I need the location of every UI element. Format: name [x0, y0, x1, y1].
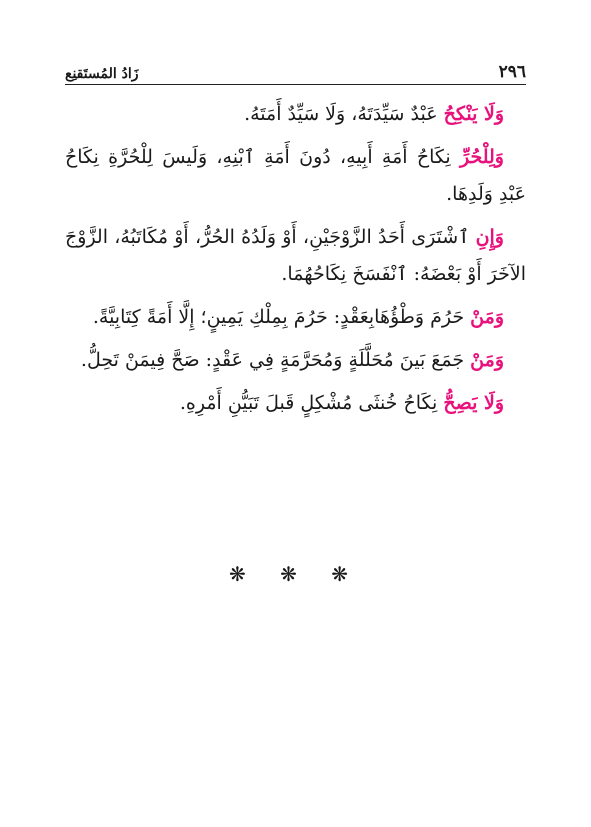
section-separator: ❋ ❋ ❋ [229, 562, 362, 586]
paragraph [65, 385, 526, 422]
paragraph-keyword: وَإِنِ [475, 226, 504, 248]
paragraph-keyword: وَمَنْ [470, 349, 504, 371]
paragraph-keyword: وَمَنْ [470, 306, 504, 328]
paragraph [65, 139, 526, 213]
paragraph-keyword: وَلَا يَصِحُّ [443, 392, 504, 414]
paragraph [65, 219, 526, 293]
paragraph-text: نِكَاحُ أَمَةِ أَبِيهِ، دُونَ أَمَةِ ٱبْنِهِ، وَلَيسَ لِلْحُرَّةِ نِكَاحُ عَبْدِ وَلَدِهَا. [65, 146, 526, 205]
paragraph-text: حَرُمَ وَطْؤُهَابِعَقْدٍ: حَرُمَ بِمِلْكِ يَمِينٍ؛ إِلَّا أَمَةً كِتَابِيَّةً. [92, 306, 471, 328]
paragraph-text: جَمَعَ بَينَ مُحَلَّلَةٍ وَمُحَرَّمَةٍ فِي عَقْدٍ: صَحَّ فِيمَنْ تَحِلُّ. [80, 349, 471, 371]
paragraph-keyword: وَلِلْحُرِّ [459, 146, 504, 168]
paragraph [65, 96, 526, 133]
paragraph-text: عَبْدٌ سَيِّدَتَهُ، وَلَا سَيِّدٌ أَمَتَهُ. [244, 103, 444, 125]
page-body [65, 96, 526, 428]
paragraph [65, 299, 526, 336]
page-header [65, 56, 526, 82]
page-number: ٢٩٦ [498, 62, 526, 82]
paragraph-keyword: وَلَا يَنْكِحُ [443, 103, 504, 125]
running-title: زَادُ المُستَقنِع [65, 66, 139, 82]
paragraph-text: نِكَاحُ خُنثَى مُشْكِلٍ قَبلَ تَبَيُّنِ أَمْرِهِ. [179, 392, 444, 414]
paragraph-text: ٱشْتَرَى أَحَدُ الزَّوْجَيْنِ، أَوْ وَلَدُهُ الحُرُّ، أَوْ مُكَاتَبُهُ، الزَّوْجَ الآخَرَ أَوْ بَعْضَهُ: ٱنْفَسَخَ نِكَاحُهُمَا. [65, 226, 526, 285]
header-rule [65, 84, 526, 85]
paragraph [65, 342, 526, 379]
